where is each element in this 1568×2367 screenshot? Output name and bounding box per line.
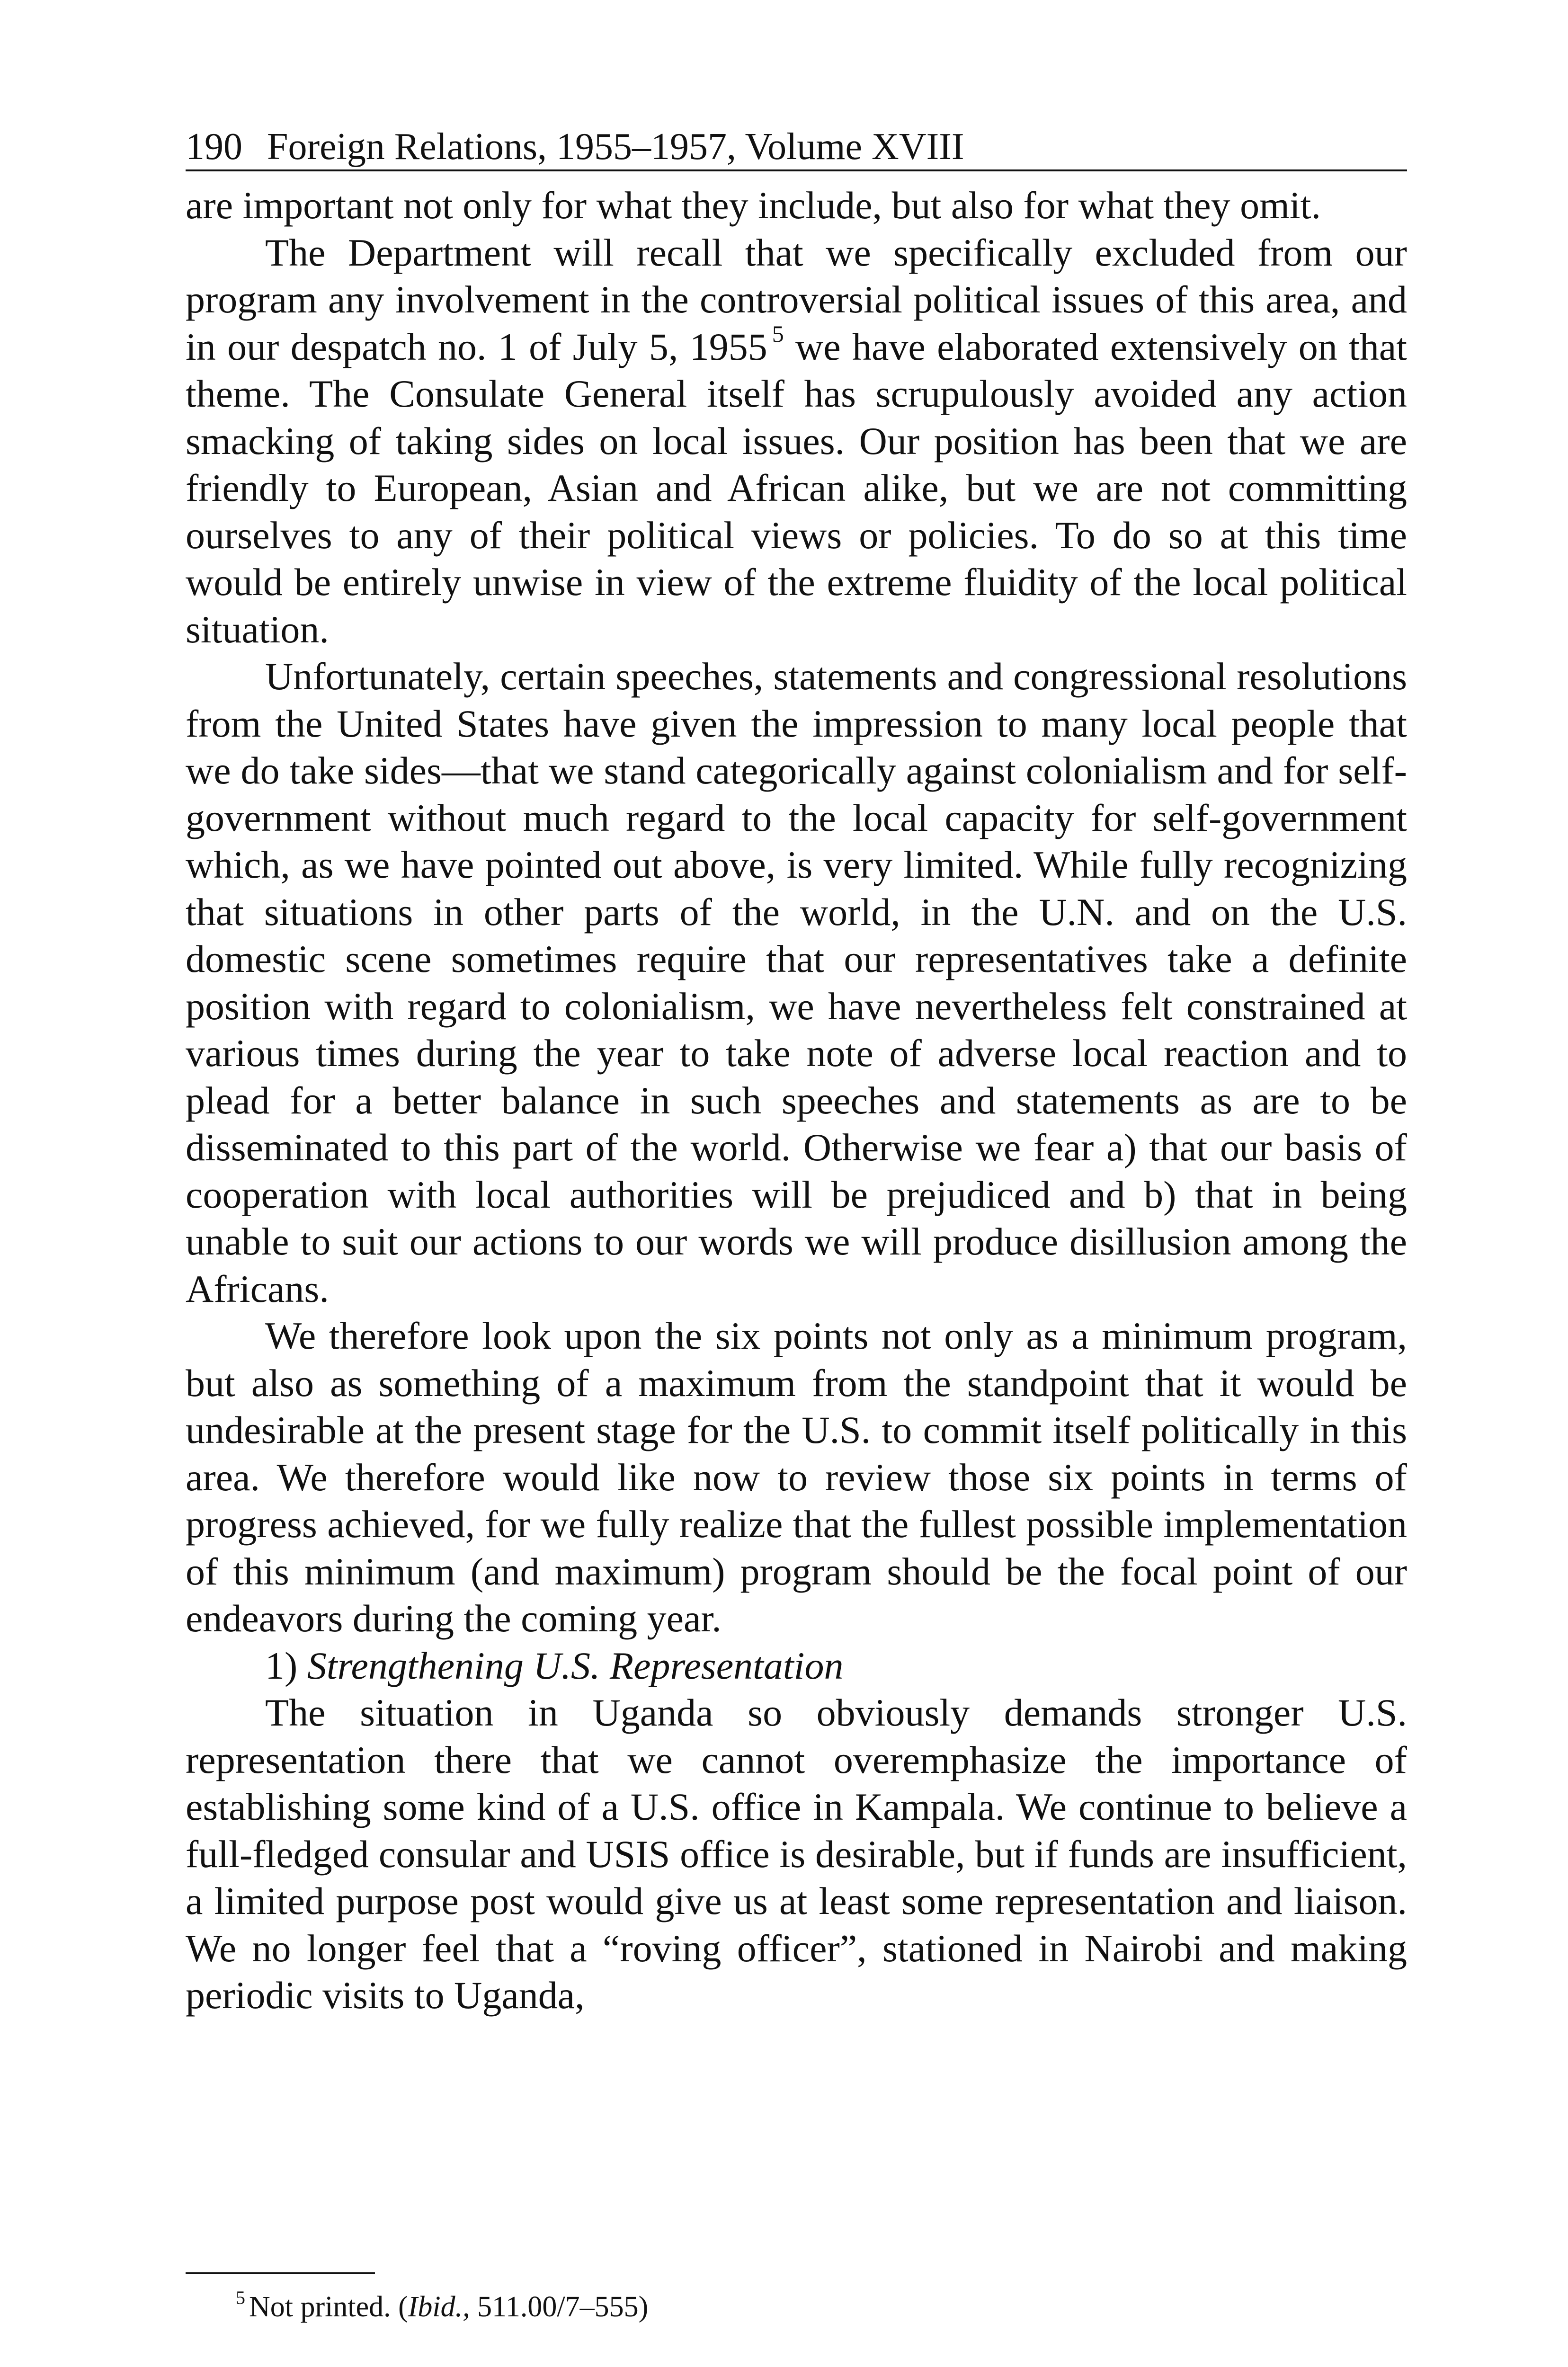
footnote-ibid: Ibid., [408, 2291, 470, 2323]
section-title: Strengthening U.S. Representation [307, 1644, 844, 1687]
paragraph-six-points: We therefore look upon the six points not only as a minimum program, but also as something of a maximum from the standpoint that it would be undesirable at the present stage for the U.S. to commit itself politically in this area. We therefore would like now to review those six points in terms of progress achieved, for we fully realize that the fullest possible implementation of this minimum (and maximum) program should be the focal point of our endeavors during the coming year. [186, 1314, 1407, 1640]
paragraph-continuation: are important not only for what they include, but also for what they omit. [186, 184, 1321, 227]
footnote-text-before: Not printed. ( [249, 2291, 408, 2323]
paragraph-department [186, 229, 1407, 653]
footnote [236, 2289, 648, 2324]
footnote-divider [186, 2272, 375, 2274]
paragraph-department-text-1: The Department will recall that we specifically excluded from our program any involvement in the controversial political issues of this area, and in our despatch no. 1 of July 5, 1955 [186, 231, 1407, 368]
paragraph-department-text-2: we have elaborated extensively on that theme. The Consulate General itself has scrupulously avoided any action smacking of taking sides on local issues. Our position has been that we are friendly to European, Asian and African alike, but we are not committing ourselves to any of their political views or policies. To do so at this time would be entirely unwise in view of the extreme fluidity of the local political situation. [186, 325, 1408, 651]
page-number: 190 [186, 126, 242, 168]
paragraph-uganda: The situation in Uganda so obviously demands stronger U.S. representation there that we cannot overemphasize the importance of establishing some kind of a U.S. office in Kampala. We continue to believe a full-fledged consular and USIS office is desirable, but if funds are insufficient, a limited purpose post would give us at least some representation and liaison. We no longer feel that a “roving officer”, stationed in Nairobi and making periodic visits to Uganda, [186, 1691, 1407, 2017]
running-head: Foreign Relations, 1955–1957, Volume XVIII [267, 126, 964, 168]
section-heading [186, 1642, 1407, 1690]
paragraph-unfortunately: Unfortunately, certain speeches, statements and congressional resolutions from the United States have given the impression to many local people that we do take sides—that we stand categorically against colonialism and for self-government without much regard to the local capacity for self-government which, as we have pointed out above, is very limited. While fully recognizing that situations in other parts of the world, in the U.N. and on the U.S. domestic scene sometimes require that our representatives take a definite position with regard to colonialism, we have nevertheless felt constrained at various times during the year to take note of adverse local reaction and to plead for a better balance in such speeches and statements as are to be disseminated to this part of the world. Otherwise we fear a) that our basis of cooperation with local authorities will be prejudiced and b) that in being unable to suit our actions to our words we will produce disillusion among the Africans. [186, 655, 1407, 1310]
footnote-marker: 5 [236, 2287, 245, 2308]
document-page [186, 128, 1407, 2019]
footnote-text-after: 511.00/7–555) [470, 2291, 649, 2323]
footnote-reference[interactable]: 5 [772, 320, 784, 347]
section-number: 1) [265, 1644, 298, 1687]
body-text [186, 182, 1407, 2019]
page-header [186, 128, 1407, 171]
